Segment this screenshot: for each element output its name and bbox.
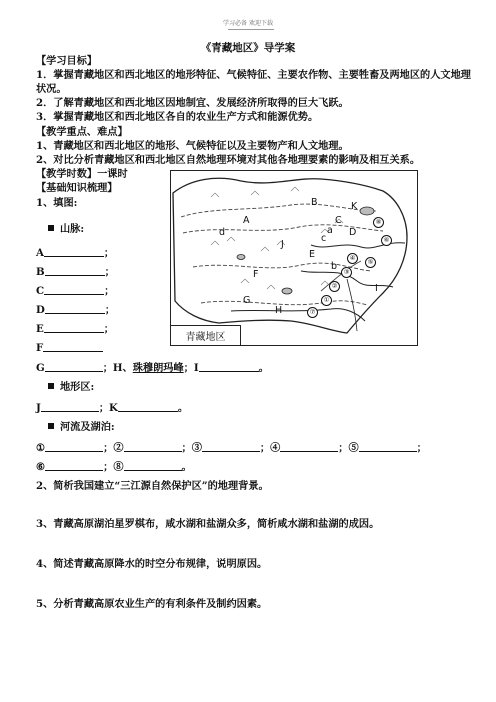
mountains-title: 山脉: — [60, 223, 85, 235]
square-bullet-icon — [48, 423, 54, 429]
blank-c[interactable] — [44, 284, 104, 295]
rivers-row-2: ⑥ ；⑧ 。 — [36, 461, 192, 473]
goal-item-1: 1．掌握青藏地区和西北地区的地形特征、气候特征、主要农作物、主要牲畜及两地区的人文地理 — [36, 69, 471, 81]
map-label-b-lower: b — [331, 261, 338, 272]
region-outline — [173, 178, 407, 333]
focus-heading: 【教学重点、难点】 — [36, 126, 128, 138]
fill-label: 1、填图: — [36, 197, 78, 209]
blank-river-2[interactable] — [124, 441, 182, 452]
basics-heading: 【基础知识梳理】 — [36, 182, 118, 194]
mountain-range-hengduan — [321, 261, 361, 291]
blank-line-c: C ； — [36, 285, 115, 297]
map-drawing — [171, 171, 418, 346]
map-label-e: E — [309, 249, 316, 260]
focus-item-1: 1、青藏地区和西北地区的地形、气候特征以及主要物产和人文地理。 — [36, 140, 349, 152]
question-2: 2、简析我国建立“三江源自然保护区”的地理背景。 — [36, 480, 269, 492]
rivers-row-1: ① ；② ；③ ；④ ；⑤ ； — [36, 442, 427, 454]
blank-river-1[interactable] — [45, 441, 103, 452]
blank-line-e: E ； — [36, 323, 114, 335]
map-label-b: B — [311, 197, 318, 208]
blank-k[interactable] — [118, 401, 178, 412]
blank-river-6[interactable] — [45, 460, 103, 471]
map-label-k: K — [351, 201, 358, 212]
page-header-text: 学习必备 欢迎下载 — [223, 20, 273, 27]
document-title: 《青藏地区》导学案 — [200, 42, 296, 54]
map-circle-8: ⑧ — [373, 217, 384, 228]
blank-e[interactable] — [44, 322, 104, 333]
mountains-title-line — [48, 223, 84, 235]
h-answer: 珠穆朗玛峰 — [132, 362, 184, 374]
map-label-d-lower: d — [219, 227, 226, 238]
map-label-c: C — [335, 215, 342, 226]
map-label-j: J — [281, 239, 284, 250]
map-circle-1: ① — [321, 295, 332, 306]
blank-line-b: B ； — [36, 266, 115, 278]
map-label-a: A — [243, 215, 250, 226]
map-circle-3: ③ — [341, 267, 352, 278]
lake-qinghai — [360, 207, 374, 215]
lake-siling — [237, 255, 245, 260]
terrain-title-line — [48, 381, 94, 393]
terrain-title: 地形区: — [60, 381, 95, 393]
map-circle-7: ⑦ — [307, 307, 318, 318]
blank-b[interactable] — [45, 265, 105, 276]
blank-river-8[interactable] — [124, 460, 182, 471]
blank-river-4[interactable] — [280, 441, 338, 452]
blank-a[interactable] — [44, 246, 104, 257]
map-label-g: G — [243, 295, 251, 306]
blank-line-a: A ； — [36, 247, 115, 259]
time-line — [36, 168, 128, 180]
blank-g[interactable] — [45, 361, 103, 372]
blank-line-ghi: G ；H、珠穆朗玛峰；I 。 — [36, 362, 269, 374]
blank-j[interactable] — [41, 401, 99, 412]
rivers-title: 河流及湖泊: — [60, 421, 115, 433]
goal-item-3: 3．掌握青藏地区和西北地区各自的农业生产方式和能源优势。 — [36, 111, 319, 123]
square-bullet-icon — [48, 225, 54, 231]
question-5: 5、分析青藏高原农业生产的有利条件及制约因素。 — [36, 598, 268, 610]
map-circle-6: ⑥ — [381, 235, 392, 246]
goal-item-1-cont: 状况。 — [36, 83, 67, 95]
time-heading: 【教学时数】 — [36, 168, 98, 180]
lake-namco — [282, 288, 292, 294]
blank-d[interactable] — [45, 303, 105, 314]
map-circle-5: ⑤ — [365, 257, 376, 268]
square-bullet-icon — [48, 383, 54, 389]
goal-item-2: 2．了解青藏地区和西北地区因地制宜、发展经济所取得的巨大飞跃。 — [36, 97, 349, 109]
goals-heading: 【学习目标】 — [36, 55, 98, 67]
map-label-f: F — [253, 269, 259, 280]
blank-line-f: F — [36, 341, 103, 354]
header-rule — [228, 29, 274, 30]
map-label-h: H — [275, 305, 283, 316]
map-label-a-lower: a — [327, 225, 333, 236]
blank-line-jk: J ；K 。 — [36, 402, 189, 414]
blank-line-d: D ； — [36, 304, 116, 316]
blank-river-5[interactable] — [359, 441, 417, 452]
map-title: 青藏地区 — [171, 325, 241, 345]
map-label-c-lower: c — [321, 233, 327, 244]
blank-i[interactable] — [199, 361, 259, 372]
question-3: 3、青藏高原湖泊星罗棋布，咸水湖和盐湖众多，简析咸水湖和盐湖的成因。 — [36, 518, 380, 530]
map-circle-2: ② — [329, 281, 340, 292]
map-label-i: I — [375, 283, 378, 294]
map-circle-4: ④ — [347, 253, 358, 264]
mountain-range-himalaya — [201, 301, 367, 305]
focus-item-2: 2、对比分析青藏地区和西北地区自然地理环境对其他各地理要素的影响及相互关系。 — [36, 154, 421, 166]
mountain-range-kunlun — [181, 204, 376, 217]
river-yarlung — [231, 309, 365, 321]
qinghai-tibet-map — [170, 170, 418, 346]
rivers-title-line — [48, 421, 115, 433]
map-label-d: D — [349, 227, 357, 238]
time-value: 一课时 — [97, 168, 128, 180]
blank-river-3[interactable] — [202, 441, 260, 452]
question-4: 4、简述青藏高原降水的时空分布规律，说明原因。 — [36, 558, 268, 570]
blank-f[interactable] — [43, 341, 103, 352]
